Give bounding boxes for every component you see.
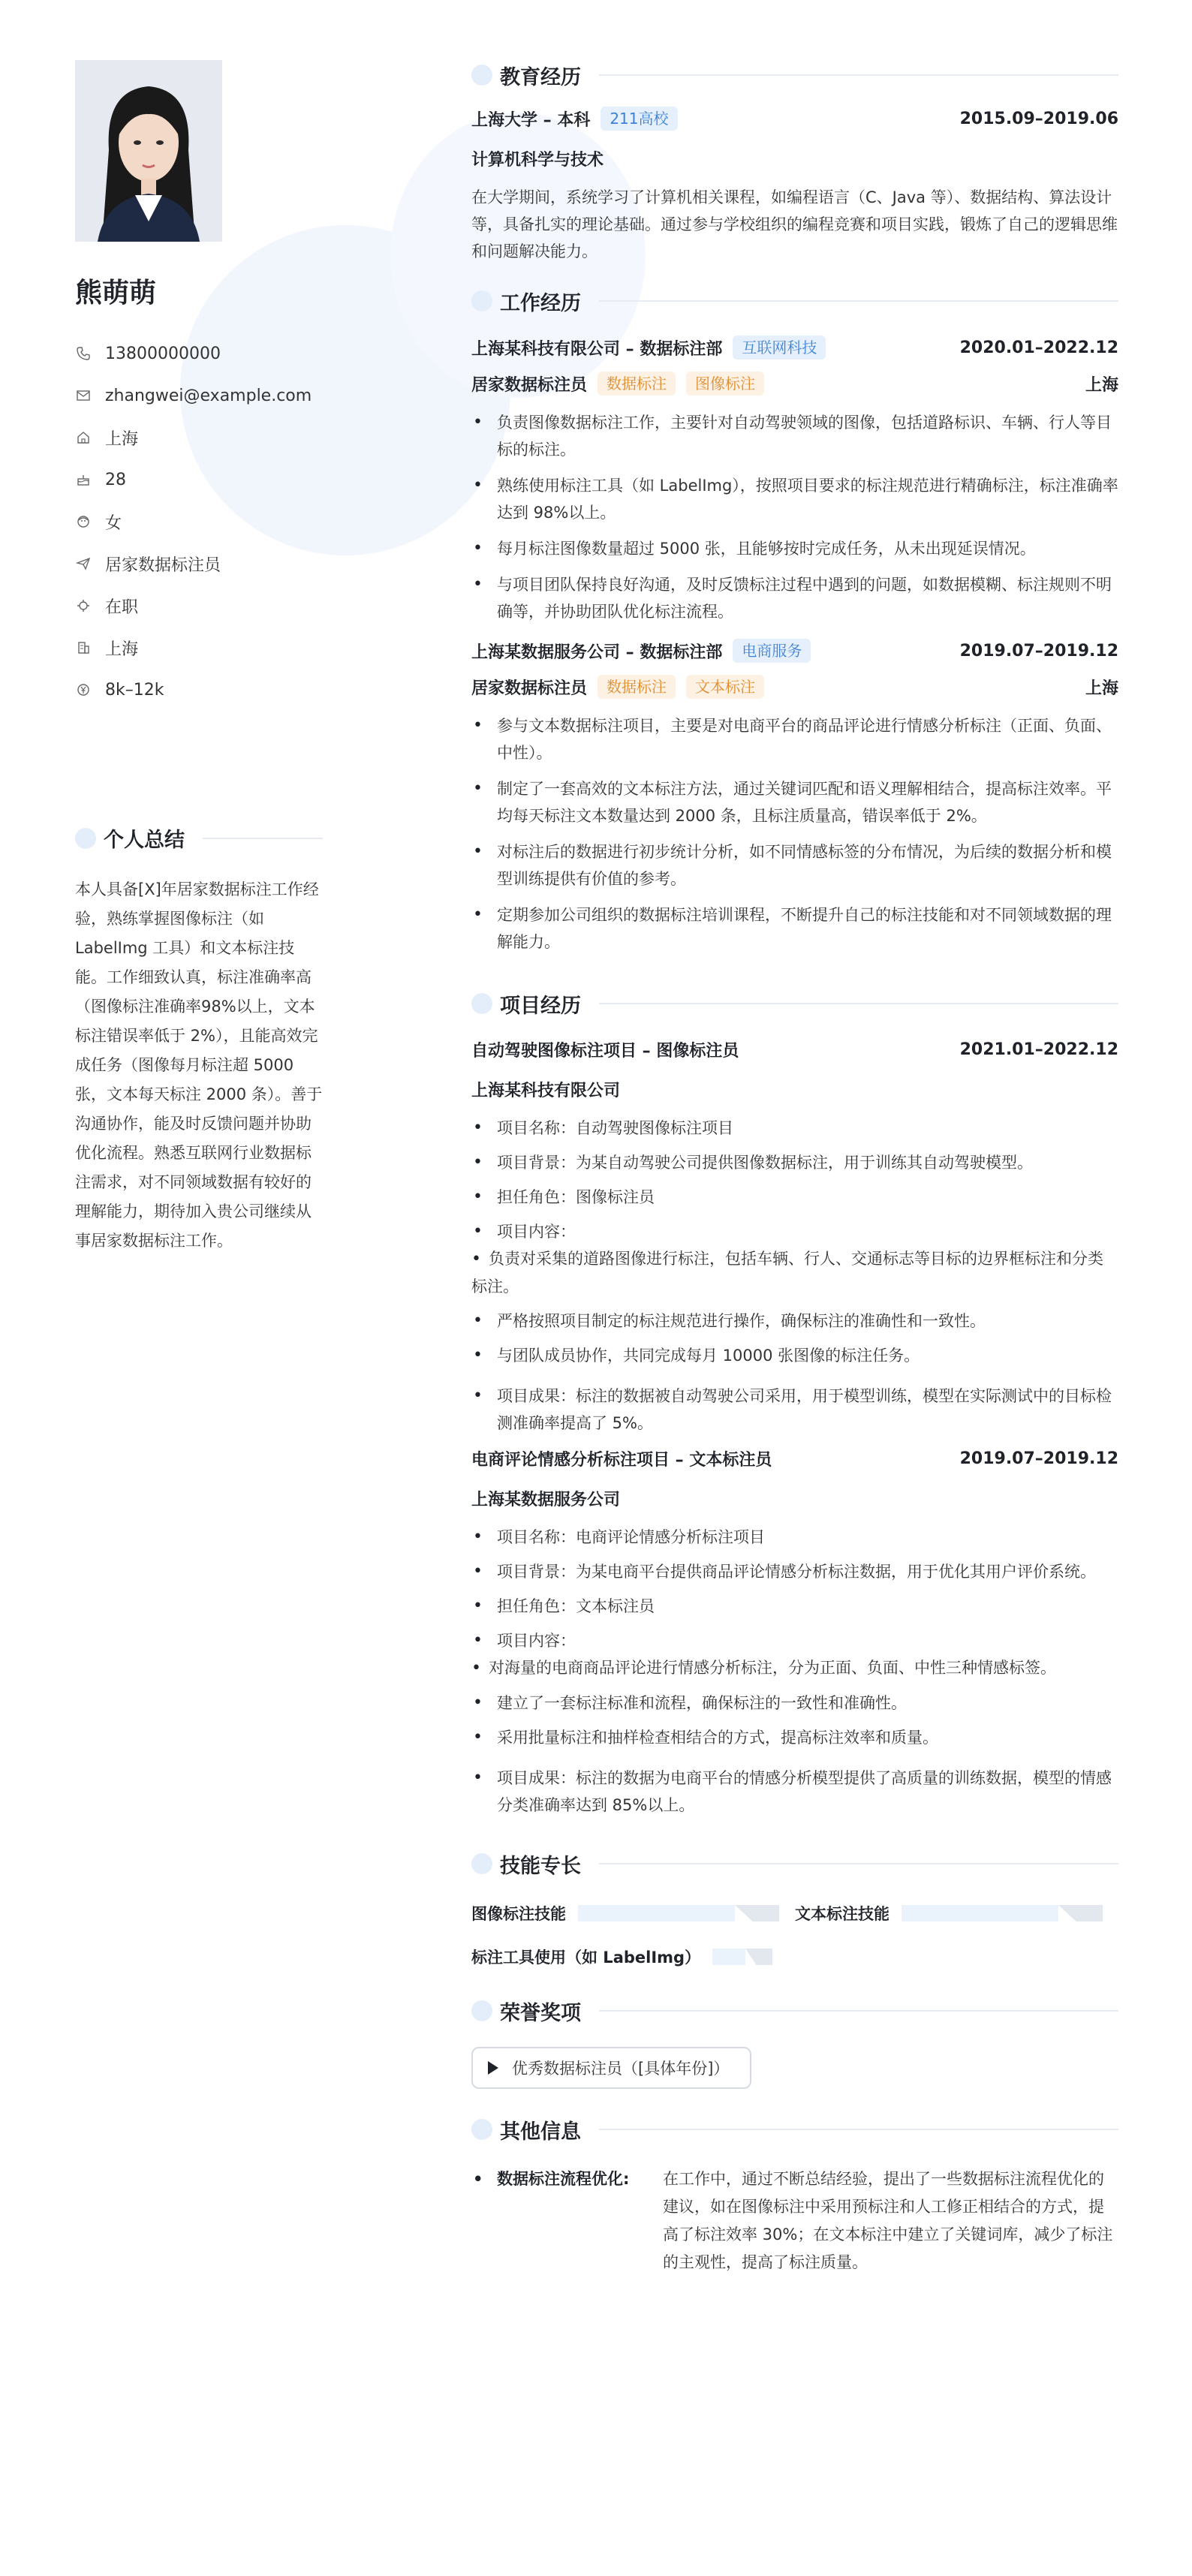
skill-bar-end [1058,1905,1103,1921]
school-tag: 211高校 [601,107,677,131]
job-date: 2019.07–2019.12 [959,641,1118,661]
section-divider [599,2129,1118,2130]
summary-text: 本人具备[X]年居家数据标注工作经验，熟练掌握图像标注（如 LabelImg 工具）和文本标注技能。工作细致认真，标注准确率高（图像标注准确率98%以上，文本标注错误率低于 2%），且能高效完成任务（图像每月标注超 5000 张，文本每天标注 2000 条）。善于沟通协作，能及时反馈问题并协助优化流程。熟悉互联网行业数据标注需求，对不同领域数据有较好的理解能力，期待加入贵公司继续从事居家数据标注工作。 [75,880,323,1250]
home-icon [75,429,92,446]
skill-item [471,1943,1118,1970]
job-city: 上海 [1085,679,1118,698]
section-title: 项目经历 [500,994,581,1018]
other-key: • 数据标注流程优化: [471,2165,663,2277]
gender-icon [75,513,92,530]
major: 计算机科学与技术 [471,151,604,170]
list-item: • 每月标注图像数量超过 5000 张，且能够按时完成任务，从未出现延误情况。 [471,535,1118,562]
project-name: 电商评论情感分析标注项目 – 文本标注员 [471,1451,772,1470]
list-item: • 对标注后的数据进行初步统计分析，如不同情感标签的分布情况，为后续的数据分析和模型训练提供有价值的参考。 [471,838,1118,892]
section-dot-icon [75,828,96,849]
project-date: 2019.07–2019.12 [959,1449,1118,1468]
skill-tag: 图像标注 [686,372,764,396]
job-bullets [471,712,1118,955]
projects-header [471,989,1118,1019]
section-divider [599,300,1118,302]
building-icon [75,639,92,656]
skill-item [795,1900,1118,1927]
list-item: • 熟练使用标注工具（如 LabelImg），按照项目要求的标注规范进行精确标注，标注准确率达到 98%以上。 [471,472,1118,526]
section-title: 工作经历 [500,291,581,315]
section-title: 教育经历 [500,65,581,89]
info-status [75,585,323,627]
section-dot-icon [471,2119,492,2140]
section-divider [599,2010,1118,2012]
list-item: • 担任角色：文本标注员 [471,1593,1118,1620]
info-position [75,543,323,585]
section-dot-icon [471,290,492,311]
education-row [471,107,1118,131]
info-salary [75,669,323,711]
section-dot-icon [471,65,492,86]
other-info-item [471,2165,1118,2277]
skill-bar-end [735,1905,779,1921]
other-header [471,2114,1118,2144]
skill-fill [902,1905,1058,1921]
skill-item [471,1900,795,1927]
job-role: 居家数据标注员 [471,679,588,698]
list-item: • 严格按照项目制定的标注规范进行操作，确保标注的准确性和一致性。 [471,1308,1118,1335]
section-dot-icon [471,993,492,1014]
list-item: • 建立了一套标注标准和流程，确保标注的一致性和准确性。 [471,1690,1118,1717]
send-icon [75,555,92,572]
list-item: • 采用批量标注和抽样检查相结合的方式，提高标注效率和质量。 [471,1724,1118,1751]
section-divider [599,74,1118,76]
industry-tag: 互联网科技 [733,336,826,360]
section-divider [599,1003,1118,1004]
project-entry [471,1447,1118,1819]
project-company: 上海某数据服务公司 [471,1491,621,1509]
skill-name: 文本标注技能 [795,1905,889,1923]
info-text: 13800000000 [105,344,221,363]
project-header [471,1447,1118,1470]
job-entry [471,639,1118,955]
section-title: 技能专长 [500,1854,581,1878]
info-text: 女 [105,513,122,533]
project-header [471,1038,1118,1061]
skill-name: 图像标注技能 [471,1905,566,1923]
project-bullets [471,1524,1118,1819]
job-role-row [471,372,1118,396]
portrait-image [75,60,222,242]
list-item: • 项目名称：电商评论情感分析标注项目 [471,1524,1118,1551]
info-gender [75,501,323,543]
award-item[interactable] [471,2047,751,2089]
project-bullets [471,1115,1118,1437]
list-item: • 项目成果：标注的数据被自动驾驶公司采用，用于模型训练，模型在实际测试中的目标检测准确率提高了 5%。 [471,1383,1118,1437]
award-text: 优秀数据标注员（[具体年份]） [512,2060,730,2078]
sidebar [75,60,323,1256]
age-icon [75,471,92,488]
section-dot-icon [471,2000,492,2021]
list-item: • 项目背景：为某电商平台提供商品评论情感分析标注数据，用于优化其用户评价系统。 [471,1558,1118,1585]
list-item: • 项目内容： [471,1218,1118,1245]
section-divider [599,1863,1118,1864]
list-item: • 参与文本数据标注项目，主要是对电商平台的商品评论进行情感分析标注（正面、负面、中性）。 [471,712,1118,766]
info-age [75,459,323,501]
info-phone [75,333,323,375]
skill-tag: 文本标注 [686,675,764,699]
person-name: 熊萌萌 [75,278,157,308]
skill-bar [902,1905,1103,1921]
job-company: 上海某科技有限公司 – 数据标注部 [471,339,723,359]
section-title: 其他信息 [500,2120,581,2144]
info-text: 28 [105,470,126,489]
info-text: 上海 [105,429,139,449]
info-text: 上海 [105,639,139,659]
skill-name: 标注工具使用（如 LabelImg） [471,1949,701,1967]
list-item: • 担任角色：图像标注员 [471,1184,1118,1211]
info-text: zhangwei@example.com [105,386,312,405]
section-title: 荣誉奖项 [500,2001,581,2025]
info-text: 在职 [105,597,139,617]
job-role: 居家数据标注员 [471,375,588,395]
mail-icon [75,387,92,404]
project-date: 2021.01–2022.12 [959,1040,1118,1059]
list-item: • 与团队成员协作，共同完成每月 10000 张图像的标注任务。 [471,1342,1118,1369]
section-divider [203,838,323,839]
info-text: 居家数据标注员 [105,555,221,575]
main-content [471,60,1118,2277]
summary-header [75,823,323,853]
skills-header [471,1849,1118,1879]
other-value: 在工作中，通过不断总结经验，提出了一些数据标注流程优化的建议，如在图像标注中采用预标注和人工修正相结合的方式，提高了标注效率 30%；在文本标注中建立了关键词库，减少了标注的主观性，提高了标注质量。 [663,2170,1113,2271]
list-item: • 项目背景：为某自动驾驶公司提供图像数据标注，用于训练其自动驾驶模型。 [471,1149,1118,1176]
salary-icon [75,682,92,698]
skill-tag: 数据标注 [598,372,676,396]
list-item: • 项目成果：标注的数据为电商平台的情感分析模型提供了高质量的训练数据，模型的情感分类准确率达到 85%以上。 [471,1765,1118,1819]
project-company: 上海某科技有限公司 [471,1082,621,1100]
awards-header [471,1996,1118,2026]
job-company: 上海某数据服务公司 – 数据标注部 [471,642,723,662]
list-item: • 定期参加公司组织的数据标注培训课程，不断提升自己的标注技能和对不同领域数据的理解能力。 [471,901,1118,955]
list-item: • 制定了一套高效的文本标注方法，通过关键词匹配和语义理解相结合，提高标注效率。平均每天标注文本数量达到 2000 条，且标注质量高，错误率低于 2%。 [471,775,1118,829]
skill-tag: 数据标注 [598,675,676,699]
list-item: • 项目内容： [471,1627,1118,1654]
list-item: • 对海量的电商商品评论进行情感分析标注，分为正面、负面、中性三种情感标签。 [471,1654,1118,1682]
list-item: • 负责对采集的道路图像进行标注，包括车辆、行人、交通标志等目标的边界框标注和分类标注。 [471,1245,1118,1300]
list-item: • 负责图像数据标注工作，主要针对自动驾驶领域的图像，包括道路标识、车辆、行人等目标的标注。 [471,409,1118,463]
job-role-row [471,675,1118,699]
skill-fill [712,1949,745,1965]
section-dot-icon [471,1853,492,1874]
info-city [75,627,323,669]
education-header [471,60,1118,90]
education-date: 2015.09–2019.06 [959,109,1118,128]
list-item: • 与项目团队保持良好沟通，及时反馈标注过程中遇到的问题，如数据模糊、标注规则不明确等，并协助团队优化标注流程。 [471,571,1118,625]
contact-info-list [75,333,323,711]
job-city: 上海 [1085,375,1118,395]
education-description: 在大学期间，系统学习了计算机相关课程，如编程语言（C、Java 等）、数据结构、算法设计等，具备扎实的理论基础。通过参与学校组织的编程竞赛和项目实践，锻炼了自己的逻辑思维和问题解决能力。 [471,188,1118,260]
avatar [75,60,222,242]
work-header [471,286,1118,316]
skill-fill [578,1905,735,1921]
info-email [75,375,323,417]
skill-bar [578,1905,779,1921]
school-name: 上海大学 – 本科 [471,110,591,130]
job-bullets [471,409,1118,625]
job-entry [471,336,1118,625]
play-triangle-icon [488,2061,498,2075]
info-location [75,417,323,459]
project-entry [471,1038,1118,1437]
industry-tag: 电商服务 [733,639,811,663]
section-title: 个人总结 [104,829,185,852]
list-item: • 项目名称：自动驾驶图像标注项目 [471,1115,1118,1142]
job-header [471,639,1118,663]
skills-row [471,1900,1118,1927]
job-header [471,336,1118,360]
status-icon [75,597,92,614]
skill-bar [712,1949,772,1965]
project-name: 自动驾驶图像标注项目 – 图像标注员 [471,1042,739,1061]
phone-icon [75,345,92,362]
skill-bar-end [745,1949,772,1965]
job-date: 2020.01–2022.12 [959,338,1118,357]
info-text: 8k–12k [105,680,164,700]
